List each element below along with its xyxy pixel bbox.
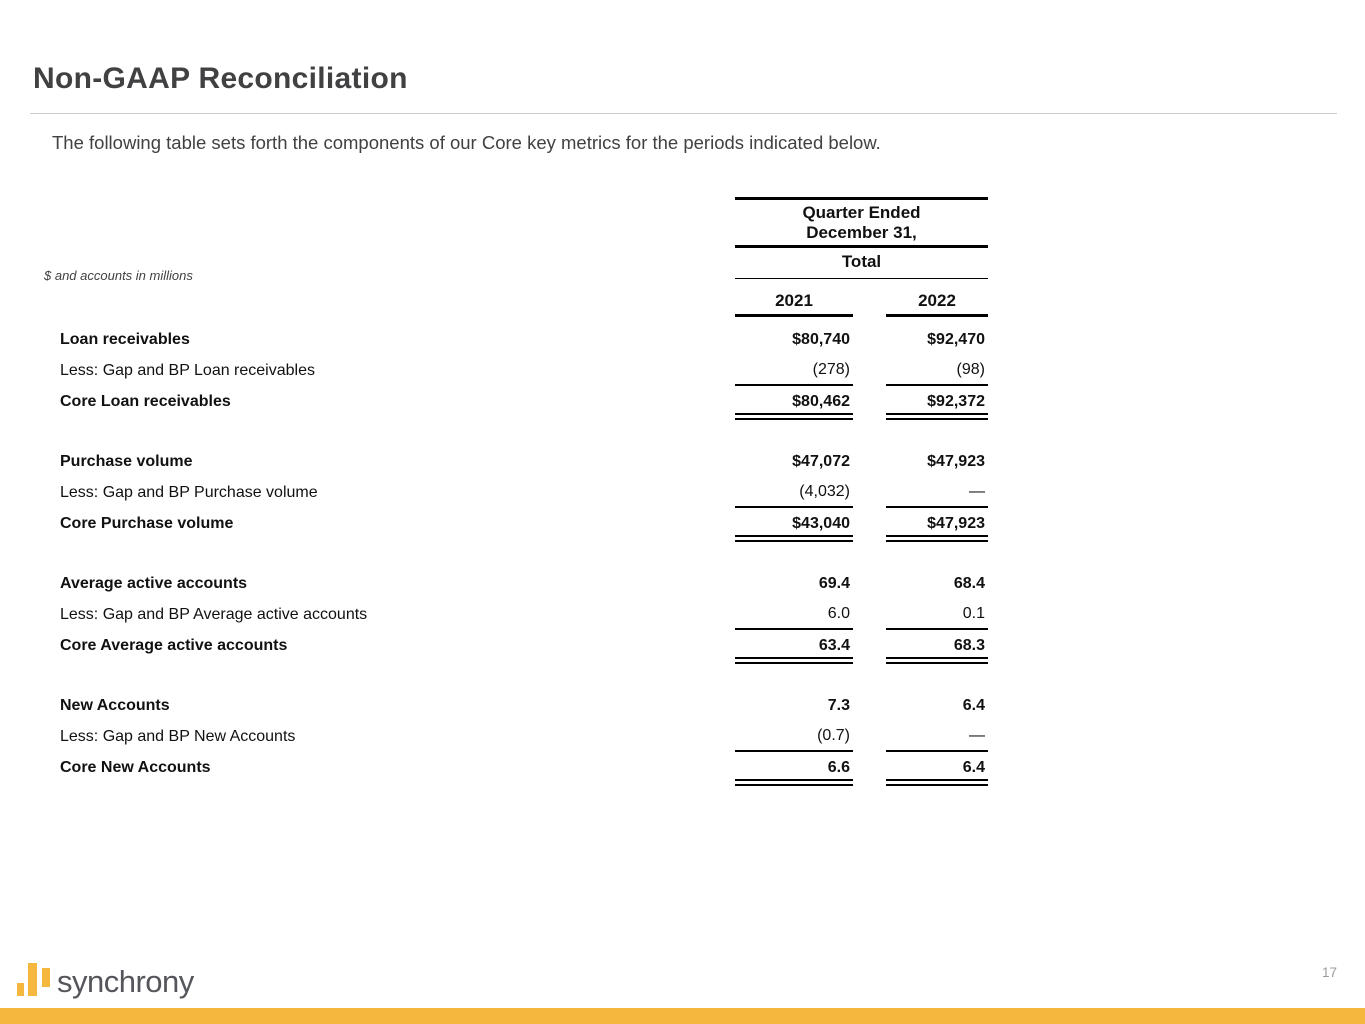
value-2021: 63.4	[818, 636, 850, 654]
value-2022: $92,372	[927, 392, 985, 410]
table-row	[60, 721, 988, 752]
total-header: Total	[735, 248, 988, 279]
value-2022: $47,923	[927, 452, 985, 470]
row-label: Loan receivables	[60, 330, 190, 348]
value-2022: 68.4	[953, 574, 985, 592]
value-2021: $43,040	[792, 514, 850, 532]
value-2022: (98)	[886, 355, 988, 386]
page-number: 17	[1321, 965, 1337, 980]
row-label: Less: Gap and BP Purchase volume	[60, 483, 318, 501]
synchrony-logo	[17, 960, 194, 999]
table-row	[60, 355, 988, 386]
table-row	[60, 477, 988, 508]
period-header	[735, 197, 988, 248]
double-underline-row	[60, 413, 988, 420]
double-underline-row	[60, 535, 988, 542]
row-label: Less: Gap and BP Average active accounts	[60, 605, 368, 623]
table-row	[60, 599, 988, 630]
value-2022: 68.3	[953, 636, 985, 654]
table-row	[60, 568, 988, 599]
value-2021: (0.7)	[735, 721, 853, 752]
row-label: New Accounts	[60, 696, 170, 714]
units-note: $ and accounts in millions	[44, 268, 193, 283]
reconciliation-table	[60, 197, 988, 786]
section-new-accounts	[60, 690, 988, 786]
value-2021: 7.3	[827, 696, 850, 714]
row-label: Core New Accounts	[60, 758, 211, 776]
slide-subtitle: The following table sets forth the components of our Core key metrics for the periods indicated below.	[52, 132, 881, 153]
row-label: Purchase volume	[60, 452, 193, 470]
value-2021: $80,462	[792, 392, 850, 410]
table-row	[60, 324, 988, 355]
table-header	[735, 197, 988, 279]
value-2021: 6.6	[827, 758, 850, 776]
year-header-row	[60, 291, 988, 317]
row-label: Less: Gap and BP Loan receivables	[60, 361, 315, 379]
value-2021: $47,072	[792, 452, 850, 470]
year-2022-header: 2022	[886, 291, 988, 317]
value-2021: (278)	[735, 355, 853, 386]
row-label: Core Purchase volume	[60, 514, 234, 532]
value-2022: $47,923	[927, 514, 985, 532]
row-label: Average active accounts	[60, 574, 248, 592]
section-loan-receivables	[60, 324, 988, 420]
value-2022: —	[886, 477, 988, 508]
value-2022: $92,470	[927, 330, 985, 348]
table-row	[60, 446, 988, 477]
period-line1: Quarter Ended	[802, 203, 921, 222]
page-title: Non-GAAP Reconciliation	[33, 62, 408, 95]
synchrony-wordmark: synchrony	[57, 964, 194, 999]
value-2022: 6.4	[962, 758, 985, 776]
title-divider	[30, 113, 1337, 114]
value-2021: 69.4	[818, 574, 850, 592]
value-2022: 0.1	[886, 599, 988, 630]
row-label: Core Loan receivables	[60, 392, 231, 410]
section-purchase-volume	[60, 446, 988, 542]
value-2022: —	[886, 721, 988, 752]
table-row	[60, 690, 988, 721]
double-underline-row	[60, 657, 988, 664]
value-2021: 6.0	[735, 599, 853, 630]
double-underline-row	[60, 779, 988, 786]
value-2021: (4,032)	[735, 477, 853, 508]
year-2021-header: 2021	[735, 291, 853, 317]
section-average-active-accounts	[60, 568, 988, 664]
row-label: Less: Gap and BP New Accounts	[60, 727, 296, 745]
value-2022: 6.4	[962, 696, 985, 714]
row-label: Core Average active accounts	[60, 636, 288, 654]
value-2021: $80,740	[792, 330, 850, 348]
bottom-accent-bar	[0, 1008, 1365, 1024]
synchrony-logo-bars-icon	[17, 962, 50, 996]
period-line2: December 31,	[806, 223, 917, 242]
